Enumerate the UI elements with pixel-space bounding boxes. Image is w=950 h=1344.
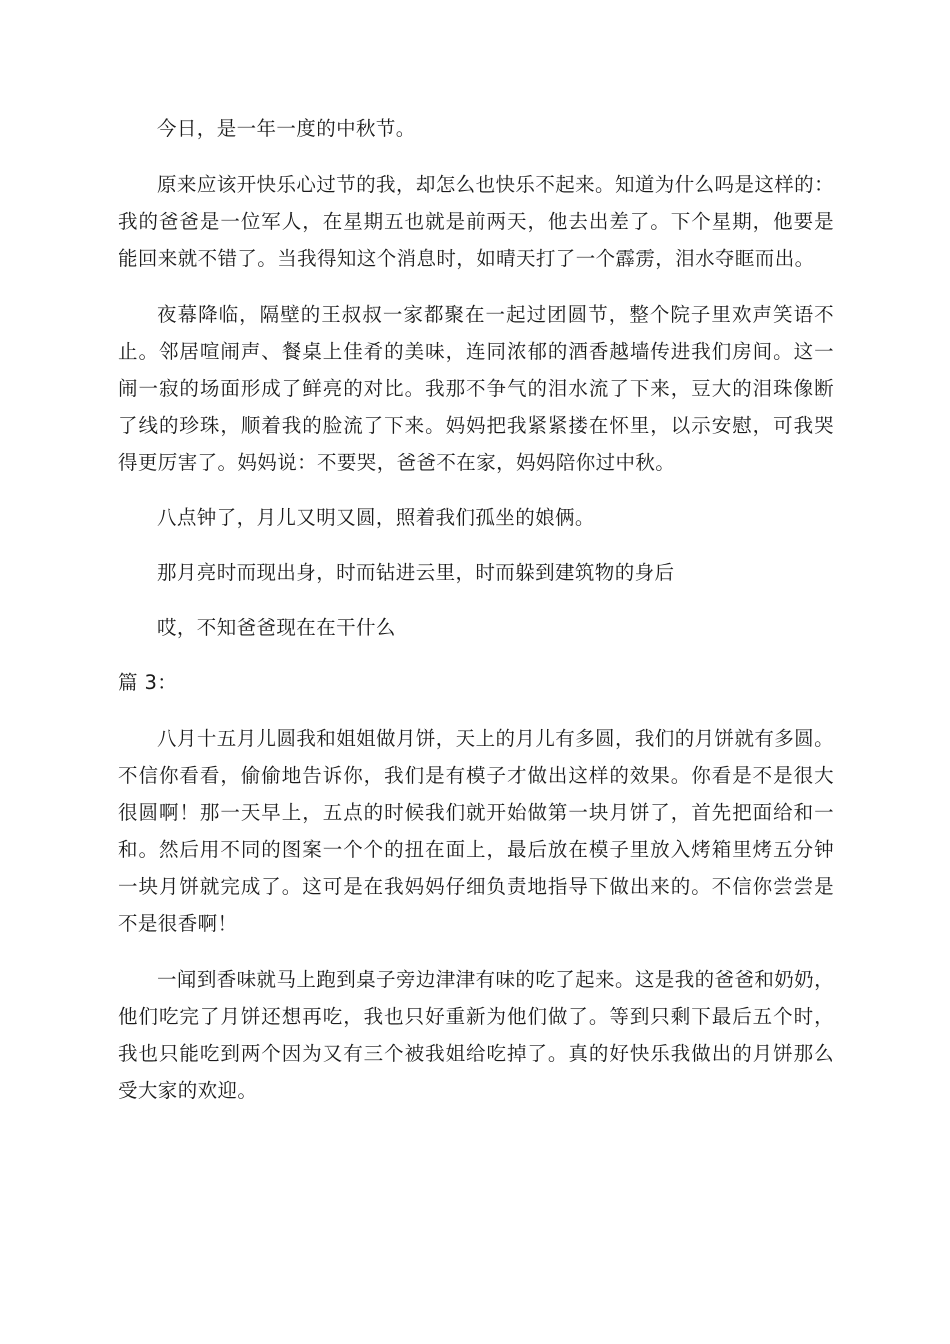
paragraph-1: 今日，是一年一度的中秋节。 — [157, 117, 416, 140]
paragraph-2: 原来应该开快乐心过节的我，却怎么也快乐不起来。知道为什么吗是这样的：我的爸爸是一位军人，在星期五也就是前两天，他去出差了。下个星期，他要是能回来就不错了。当我得知这个消息时，如晴天打了一个霹雳，泪水夺眶而出。 — [118, 173, 834, 270]
document-page — [118, 110, 834, 1109]
paragraph-5: 那月亮时而现出身，时而钻进云里，时而躲到建筑物的身后 — [157, 561, 675, 584]
paragraph-4: 八点钟了，月儿又明又圆，照着我们孤坐的娘俩。 — [157, 506, 595, 529]
paragraph-7: 八月十五月儿圆我和姐姐做月饼，天上的月儿有多圆，我们的月饼就有多圆。不信你看看，偷偷地告诉你，我们是有模子才做出这样的效果。你看是不是很大很圆啊！那一天早上，五点的时候我们就开始做第一块月饼了，首先把面给和一和。然后用不同的图案一个个的扭在面上，最后放在模子里放入烤箱里烤五分钟一块月饼就完成了。这可是在我妈妈仔细负责地指导下做出来的。不信你尝尝是不是很香啊！ — [118, 727, 834, 935]
section-heading: 篇 3： — [118, 671, 178, 694]
paragraph-8: 一闻到香味就马上跑到桌子旁边津津有味的吃了起来。这是我的爸爸和奶奶，他们吃完了月饼还想再吃，我也只好重新为他们做了。等到只剩下最后五个时，我也只能吃到两个因为又有三个被我姐给吃掉了。真的好快乐我做出的月饼那么受大家的欢迎。 — [118, 968, 834, 1102]
paragraph-3: 夜幕降临，隔壁的王叔叔一家都聚在一起过团圆节，整个院子里欢声笑语不止。邻居喧闹声、餐桌上佳肴的美味，连同浓郁的酒香越墙传进我们房间。这一闹一寂的场面形成了鲜亮的对比。我那不争气的泪水流了下来，豆大的泪珠像断了线的珍珠，顺着我的脸流了下来。妈妈把我紧紧搂在怀里，以示安慰，可我哭得更厉害了。妈妈说：不要哭，爸爸不在家，妈妈陪你过中秋。 — [118, 303, 834, 474]
paragraph-6: 哎，不知爸爸现在在干什么 — [157, 616, 396, 639]
